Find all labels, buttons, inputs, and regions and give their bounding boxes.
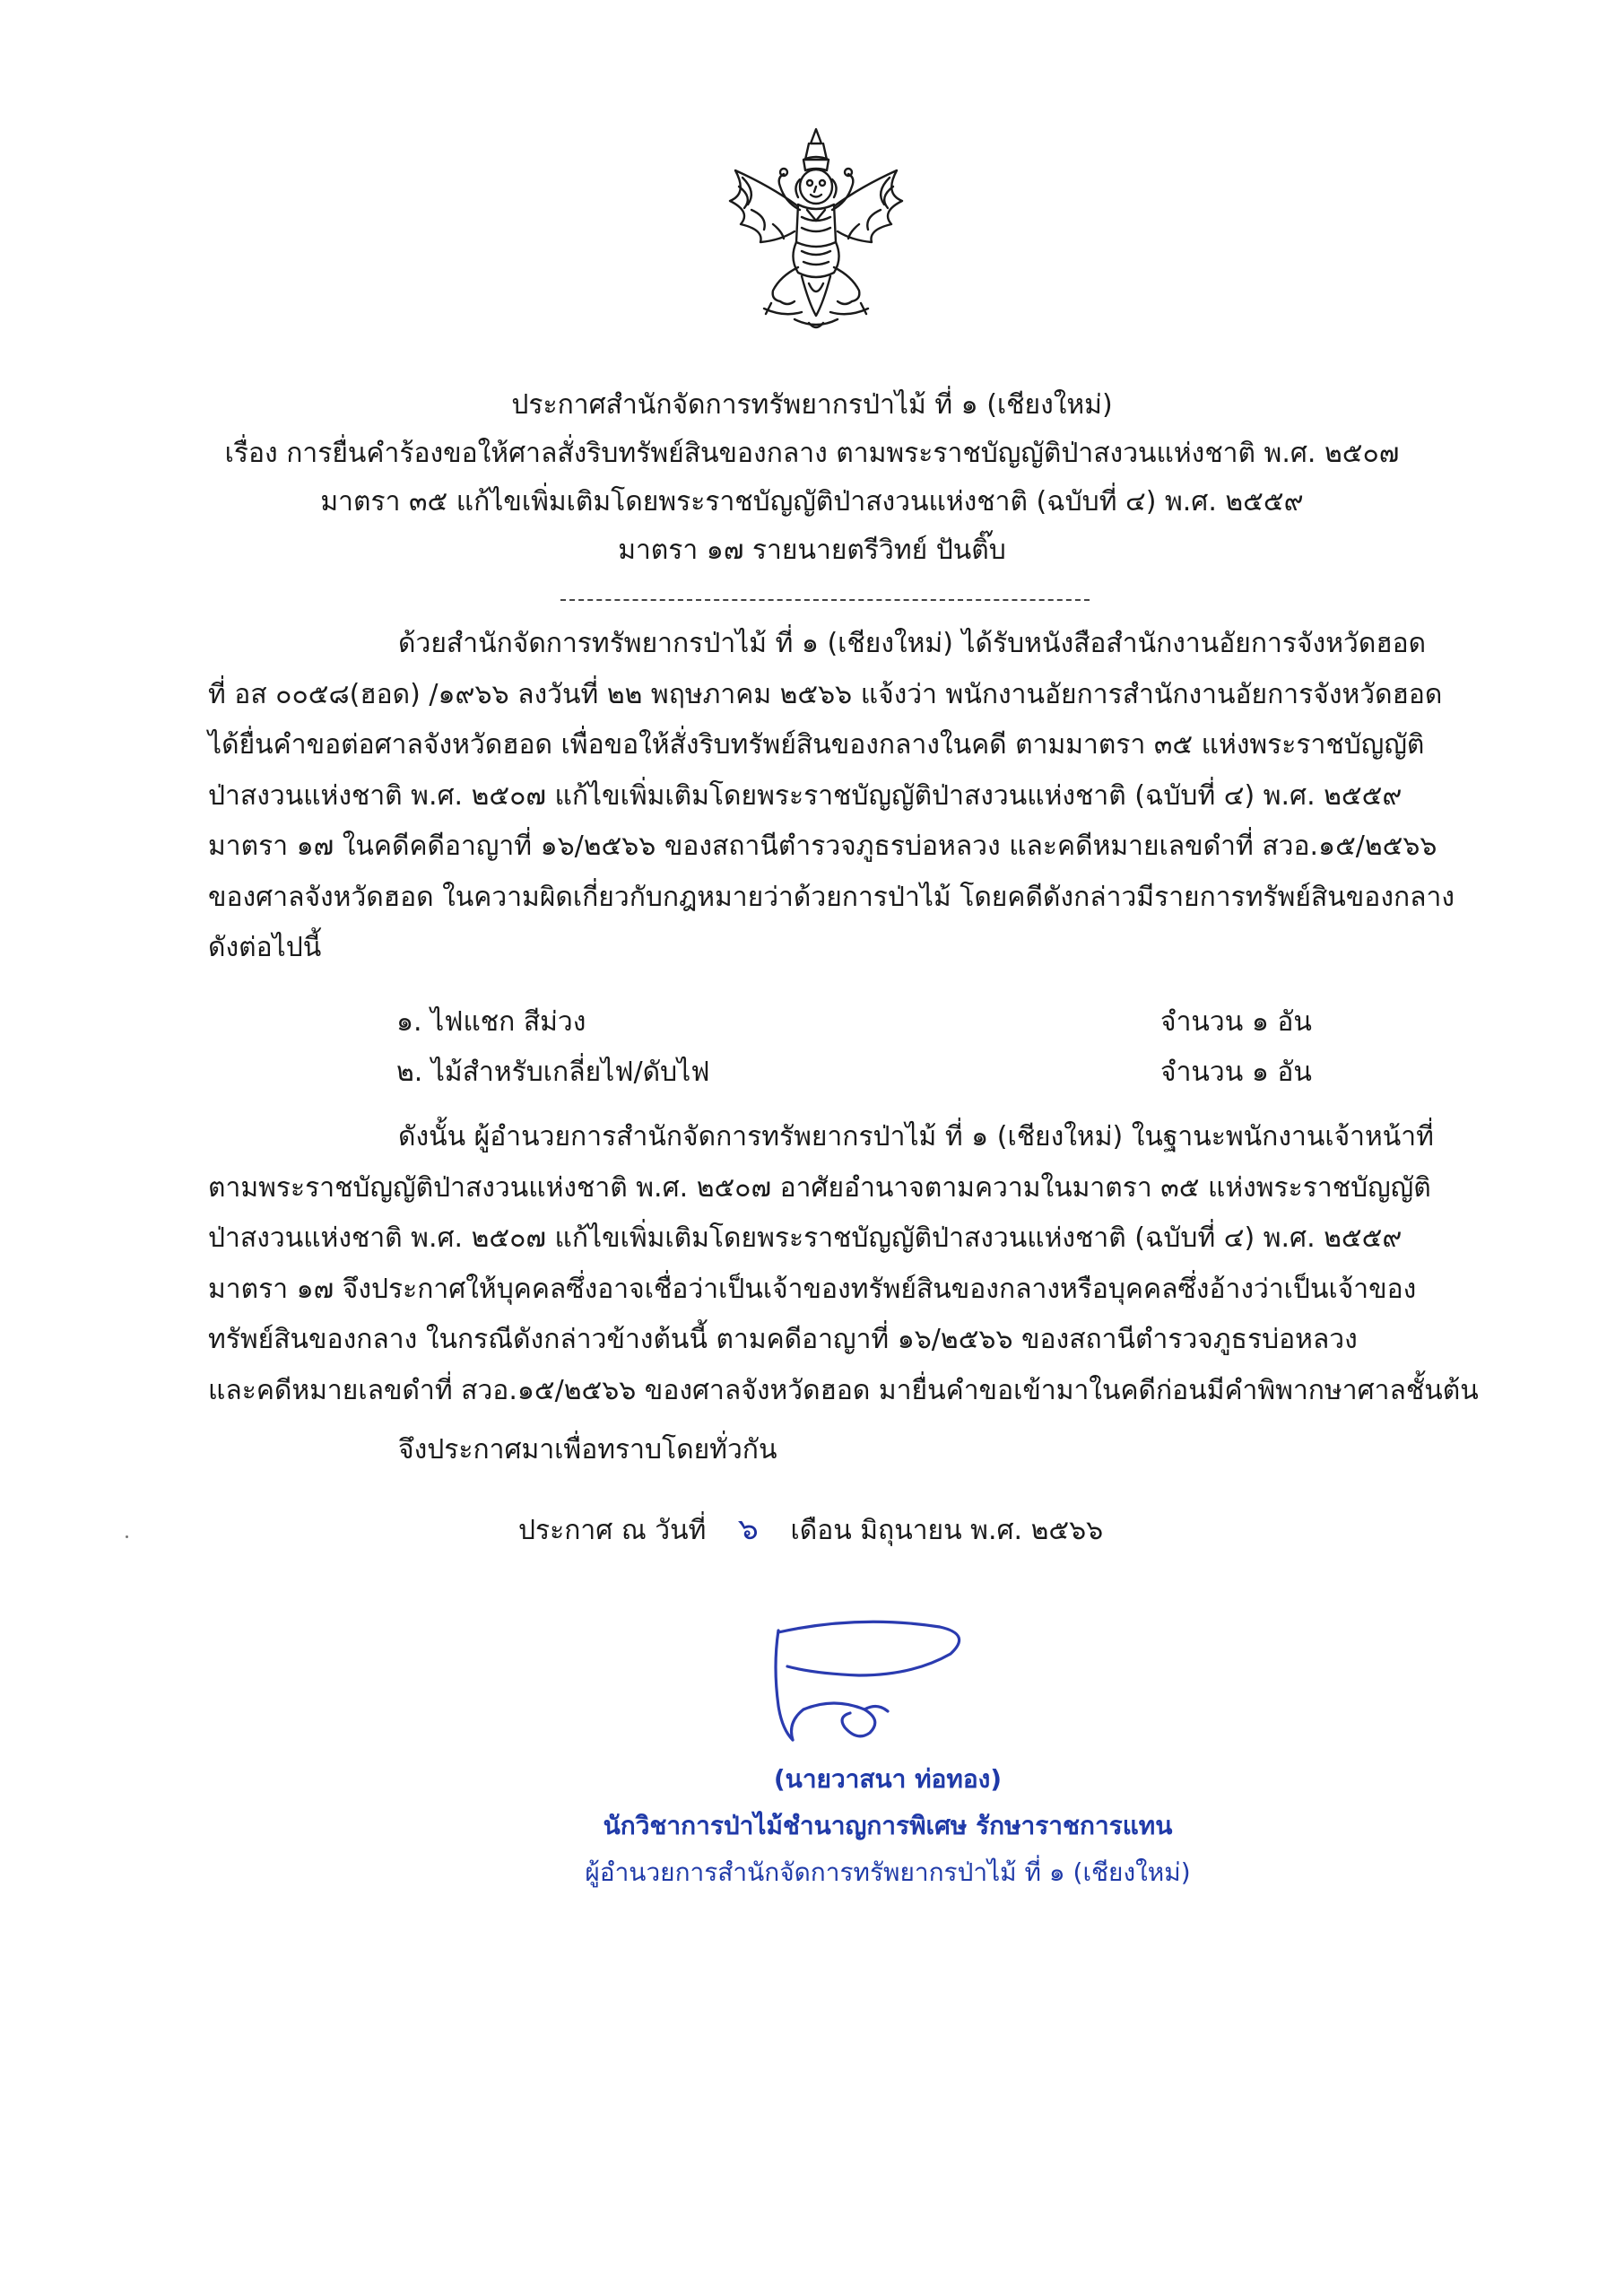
- paragraph-line: ดังนั้น ผู้อำนวยการสำนักจัดการทรัพยากรป่าไม้ ที่ ๑ (เชียงใหม่) ในฐานะพนักงานเจ้าหน้าที่: [398, 1121, 1434, 1152]
- body-paragraph-1: [208, 619, 1455, 974]
- garuda-emblem-icon: [708, 124, 924, 339]
- paragraph-line: ป่าสงวนแห่งชาติ พ.ศ. ๒๕๐๗ แก้ไขเพิ่มเติมโดยพระราชบัญญัติป่าสงวนแห่งชาติ (ฉบับที่ ๔) พ.ศ. ๒๕๕๙: [208, 779, 1403, 812]
- paragraph-line: ทรัพย์สินของกลาง ในกรณีดังกล่าวข้างต้นนี้ ตามคดีอาญาที่ ๑๖/๒๕๖๖ ของสถานีตำรวจภูธรบ่อหลวง: [208, 1324, 1358, 1355]
- paragraph-line: ของศาลจังหวัดฮอด ในความผิดเกี่ยวกับกฎหมายว่าด้วยการป่าไม้ โดยคดีดังกล่าวมีรายการทรัพย์สินของกลาง: [208, 881, 1455, 913]
- paragraph-line: ดังต่อไปนี้: [208, 932, 322, 963]
- item-quantity: จำนวน ๑ อัน: [1160, 1057, 1312, 1088]
- paragraph-line: ได้ยื่นคำขอต่อศาลจังหวัดฮอด เพื่อขอให้สั่งริบทรัพย์สินของกลางในคดี ตามมาตรา ๓๕ แห่งพระราชบัญญัติ: [208, 729, 1425, 761]
- date-prefix: ประกาศ ณ วันที่: [518, 1515, 707, 1546]
- list-item: [208, 1048, 1455, 1098]
- header-line-3: มาตรา ๓๕ แก้ไขเพิ่มเติมโดยพระราชบัญญัติป่าสงวนแห่งชาติ (ฉบับที่ ๔) พ.ศ. ๒๕๕๙: [320, 486, 1304, 517]
- item-quantity: จำนวน ๑ อัน: [1160, 1006, 1312, 1038]
- announcement-header: [179, 381, 1445, 575]
- item-name: ๑. ไฟแชก สีม่วง: [396, 1006, 586, 1038]
- paragraph-line: มาตรา ๑๗ ในคดีคดีอาญาที่ ๑๖/๒๕๖๖ ของสถานีตำรวจภูธรบ่อหลวง และคดีหมายเลขดำที่ สวอ.๑๕/๒๕๖๖: [208, 831, 1437, 862]
- body-paragraph-2: [208, 1112, 1479, 1416]
- paragraph-line: และคดีหมายเลขดำที่ สวอ.๑๕/๒๕๖๖ ของศาลจังหวัดฮอด มายื่นคำขอเข้ามาในคดีก่อนมีคำพิพากษาศาลชั้นต้น: [208, 1374, 1479, 1406]
- item-name: ๒. ไม้สำหรับเกลี่ยไฟ/ดับไฟ: [396, 1057, 710, 1088]
- date-day-handwritten: ๖: [736, 1509, 760, 1549]
- closing-statement: จึงประกาศมาเพื่อทราบโดยทั่วกัน: [398, 1434, 777, 1465]
- paragraph-line: ที่ อส ๐๐๕๘(ฮอด) /๑๙๖๖ ลงวันที่ ๒๒ พฤษภาคม ๒๕๖๖ แจ้งว่า พนักงานอัยการสำนักงานอัยการจังหวัดฮอด: [208, 678, 1443, 710]
- header-line-2: เรื่อง การยื่นคำร้องขอให้ศาลสั่งริบทรัพย์สินของกลาง ตามพระราชบัญญัติป่าสงวนแห่งชาติ พ.ศ. ๒๕๐๗: [224, 438, 1400, 469]
- header-line-1: ประกาศสำนักจัดการทรัพยากรป่าไม้ ที่ ๑ (เชียงใหม่): [511, 389, 1113, 421]
- scan-speck: [126, 1535, 128, 1538]
- handwritten-signature: [751, 1613, 977, 1756]
- signer-name: (นายวาสนา ท่อทอง): [773, 1764, 1003, 1794]
- paragraph-line: ตามพระราชบัญญัติป่าสงวนแห่งชาติ พ.ศ. ๒๕๐๗ อาศัยอำนาจตามความในมาตรา ๓๕ แห่งพระราชบัญญัติ: [208, 1171, 1431, 1204]
- header-line-4: มาตรา ๑๗ รายนายตรีวิทย์ ปันติ๊บ: [618, 535, 1006, 566]
- date-suffix: เดือน มิถุนายน พ.ศ. ๒๕๖๖: [790, 1515, 1104, 1546]
- list-item: [208, 997, 1455, 1048]
- announcement-date: [518, 1504, 1103, 1552]
- paragraph-line: ด้วยสำนักจัดการทรัพยากรป่าไม้ ที่ ๑ (เชียงใหม่) ได้รับหนังสือสำนักงานอัยการจังหวัดฮอด: [398, 628, 1427, 659]
- signer-block: [574, 1756, 1202, 1896]
- paragraph-line: มาตรา ๑๗ จึงประกาศให้บุคคลซึ่งอาจเชื่อว่าเป็นเจ้าของทรัพย์สินของกลางหรือบุคคลซึ่งอ้างว่าเป็นเจ้าของ: [208, 1273, 1417, 1305]
- header-separator: [560, 599, 1090, 601]
- paragraph-line: ป่าสงวนแห่งชาติ พ.ศ. ๒๕๐๗ แก้ไขเพิ่มเติมโดยพระราชบัญญัติป่าสงวนแห่งชาติ (ฉบับที่ ๔) พ.ศ. ๒๕๕๙: [208, 1222, 1403, 1254]
- signer-office: ผู้อำนวยการสำนักจัดการทรัพยากรป่าไม้ ที่ ๑ (เชียงใหม่): [585, 1857, 1191, 1887]
- signer-position: นักวิชาการป่าไม้ชำนาญการพิเศษ รักษาราชการแทน: [603, 1811, 1173, 1840]
